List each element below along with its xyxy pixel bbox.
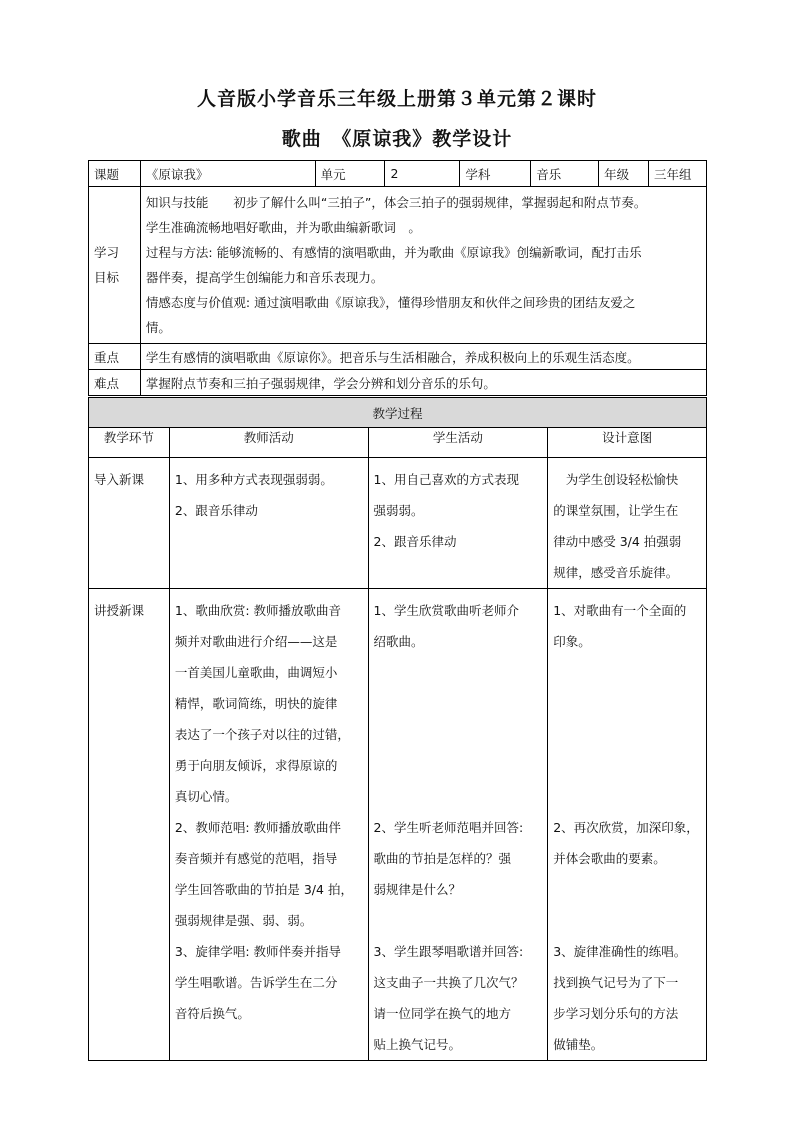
text-line: 贴上换气记号。 [373,1037,462,1052]
goal-line: 情感态度与价值观: 通过演唱歌曲《原谅我》，懂得珍惜朋友和伙伴之间珍贵的团结友爱之 [145,295,636,310]
text-line: 做铺垫。 [553,1037,604,1052]
new-lesson-stage: 讲授新课 [89,589,170,1061]
text-line: 3、学生跟琴唱歌谱并回答: [373,944,524,959]
text-line: 1、对歌曲有一个全面的 [553,603,687,618]
goals-row [89,187,707,344]
difficulty-row [89,370,707,396]
blank-line [374,688,543,719]
text-line: 表达了一个孩子对以往的过错， [174,727,350,742]
intro-teacher [169,458,368,589]
key-point-label: 重点 [89,344,141,370]
blank-line [374,781,543,812]
text-line: 2、教师范唱: 教师播放歌曲伴 [174,820,342,835]
blank-line [553,719,701,750]
text-line: 2、再次欣赏，加深印象， [553,820,699,835]
difficulty-value: 掌握附点节奏和三拍子强弱规律，学会分辨和划分音乐的乐句。 [140,370,706,396]
new-lesson-teacher [169,589,368,1061]
document-title: 人音版小学音乐三年级上册第３单元第２课时 [196,88,597,110]
info-table [88,160,707,396]
blank-line [553,781,701,812]
text-line: 为学生创设轻松愉快 [553,472,679,487]
text-line: 奏音频并有感觉的范唱，指导 [174,851,338,866]
topic-label: 课题 [89,161,141,187]
text-line: 频并对歌曲进行介绍——这是 [174,634,338,649]
blank-line [553,688,701,719]
new-lesson-student [368,589,548,1061]
topic-value: 《原谅我》 [140,161,315,187]
text-line: 2、跟音乐律动 [174,503,258,518]
subject-label: 学科 [460,161,531,187]
text-line: 请一位同学在换气的地方 [373,1006,512,1021]
difficulty-label: 难点 [89,370,141,396]
grade-label: 年级 [599,161,649,187]
blank-line [374,750,543,781]
goal-line: 情。 [145,320,171,335]
text-line: 精悍，歌词简练，明快的旋律 [174,696,338,711]
key-point-value: 学生有感情的演唱歌曲《原谅你》。把音乐与生活相融合，养成积极向上的乐观生活态度。 [140,344,706,370]
text-line: 找到换气记号为了下一 [553,975,679,990]
text-line: 这支曲子一共换了几次气？ [373,975,524,990]
goals-label-line1: 学习 [94,245,120,260]
text-line: 强弱弱。 [373,503,424,518]
blank-line [374,657,543,688]
text-line: 律动中感受 3/4 拍强弱 [553,534,682,549]
process-table [88,397,707,1061]
text-line: 1、用多种方式表现强弱弱。 [174,472,333,487]
blank-line [374,905,543,936]
unit-value: 2 [385,161,460,187]
text-line: 学生唱歌谱。告诉学生在二分 [174,975,338,990]
intro-student [368,458,548,589]
text-line: 1、用自己喜欢的方式表现 [373,472,519,487]
goal-line: 器伴奏，提高学生创编能力和音乐表现力。 [145,270,384,285]
text-line: 印象。 [553,634,591,649]
text-line: 的课堂氛围，让学生在 [553,503,679,518]
new-lesson-design [548,589,707,1061]
blank-line [553,750,701,781]
blank-line [553,874,701,905]
goals-label-line2: 目标 [94,270,120,285]
goal-line: 知识与技能 初步了解什么叫“三拍子”，体会三拍子的强弱规律，掌握弱起和附点节奏。 [145,195,647,210]
goals-label [89,187,141,344]
document-subtitle: 歌曲 《原谅我》教学设计 [281,128,513,150]
goals-content [140,187,706,344]
text-line: 2、跟音乐律动 [373,534,457,549]
text-line: 3、旋律学唱: 教师伴奏并指导 [174,944,342,959]
header-student: 学生活动 [368,428,548,458]
key-point-row [89,344,707,370]
text-line: 步学习划分乐句的方法 [553,1006,679,1021]
text-line: 弱规律是什么？ [373,882,462,897]
text-line: 强弱规律是强、弱、弱。 [174,913,313,928]
text-line: 音符后换气。 [174,1006,250,1021]
text-line: 一首美国儿童歌曲，曲调短小 [174,665,338,680]
text-line: 规律，感受音乐旋律。 [553,565,679,580]
header-stage: 教学环节 [89,428,170,458]
text-line: 1、学生欣赏歌曲听老师介 [373,603,519,618]
process-header-row [89,428,707,458]
blank-line [553,905,701,936]
process-band-title: 教学过程 [89,398,707,428]
unit-label: 单元 [315,161,385,187]
text-line: 1、歌曲欣赏: 教师播放歌曲音 [174,603,342,618]
subject-value: 音乐 [531,161,599,187]
grade-value: 三年组 [649,161,707,187]
text-line: 2、学生听老师范唱并回答: [373,820,524,835]
text-line: 真切心情。 [174,789,238,804]
blank-line [553,657,701,688]
text-line: 绍歌曲。 [373,634,424,649]
header-design: 设计意图 [548,428,707,458]
intro-stage: 导入新课 [89,458,170,589]
new-lesson-row [89,589,707,1061]
header-teacher: 教师活动 [169,428,368,458]
intro-row [89,458,707,589]
text-line: 并体会歌曲的要素。 [553,851,666,866]
text-line: 3、旋律准确性的练唱。 [553,944,687,959]
topic-row [89,161,707,187]
intro-design [548,458,707,589]
blank-line [374,719,543,750]
goal-line: 过程与方法: 能够流畅的、有感情的演唱歌曲，并为歌曲《原谅我》创编新歌词，配打击乐 [145,245,642,260]
text-line: 歌曲的节拍是怎样的？强 [373,851,512,866]
goal-line: 学生准确流畅地唱好歌曲，并为歌曲编新歌词 。 [145,220,421,235]
text-line: 学生回答歌曲的节拍是 3/4 拍， [174,882,353,897]
text-line: 勇于向朋友倾诉，求得原谅的 [174,758,338,773]
